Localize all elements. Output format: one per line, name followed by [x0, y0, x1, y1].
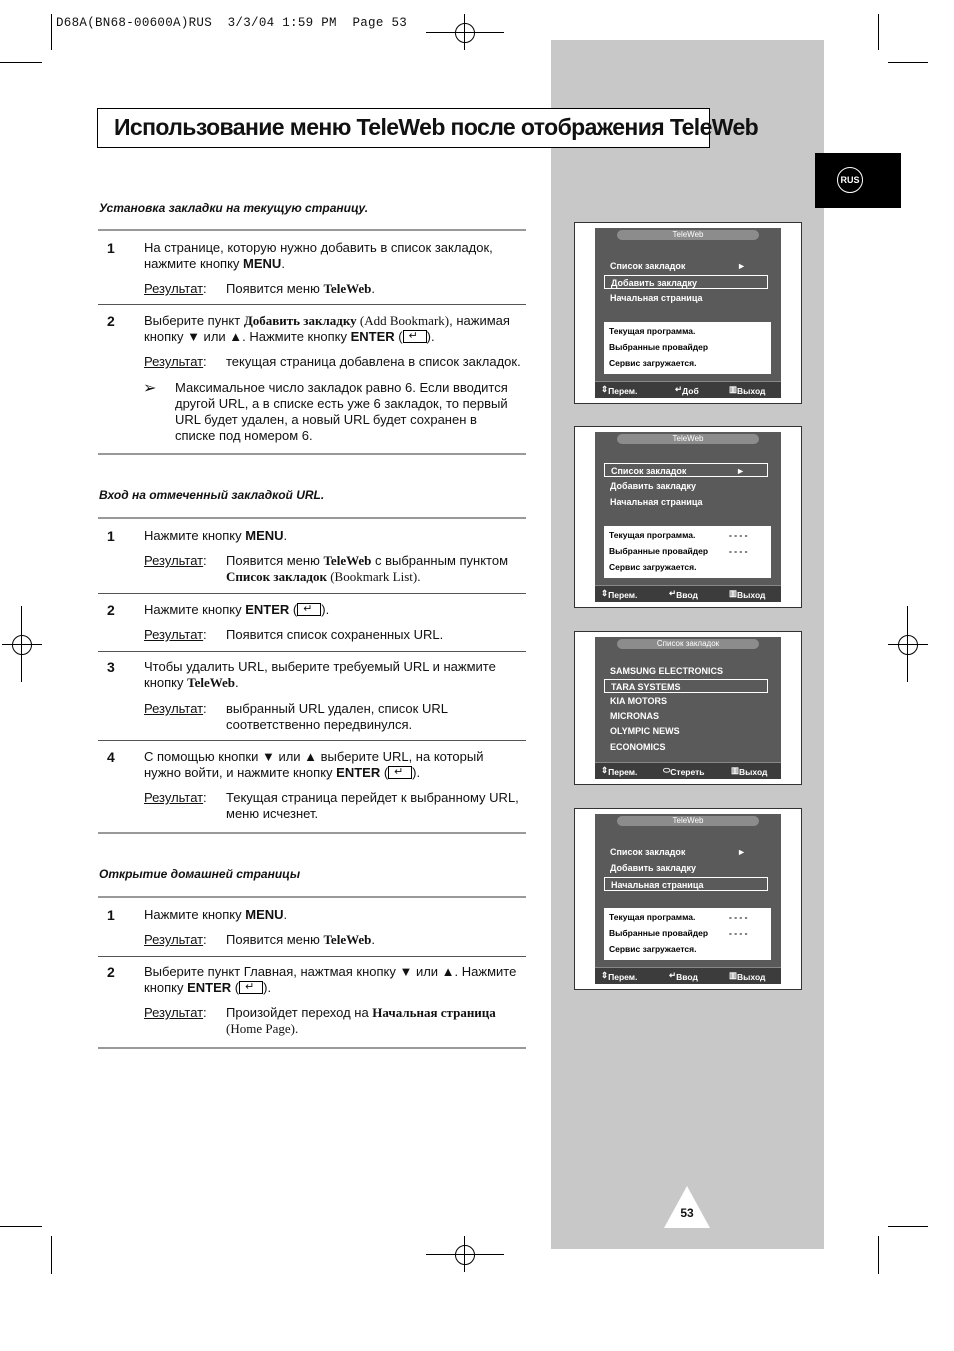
crop-mark — [0, 62, 42, 63]
result-label: Результат — [144, 627, 204, 642]
crop-mark — [51, 1236, 52, 1274]
page-title — [97, 108, 759, 148]
divider — [98, 517, 526, 519]
info-box: Текущая программа. - - - - Выбранные провайдер - - - - Сервис загружается. — [604, 908, 771, 960]
step-text: Выберите пункт Добавить закладку (Add Bookmark), нажимая кнопку ▼ или ▲. Нажмите кнопку ENTER (↵ ). — [144, 313, 519, 345]
bookmark-item: ECONOMICS — [610, 742, 666, 752]
divider — [98, 832, 526, 834]
step-text: С помощью кнопки ▼ или ▲ выберите URL, на который нужно войти, и нажмите кнопку ENTER (↵ ). — [144, 749, 519, 781]
divider — [98, 229, 526, 231]
bookmark-item: KIA MOTORS — [610, 696, 668, 706]
note-arrow-icon: ➢ — [143, 380, 157, 397]
divider — [98, 304, 526, 305]
step-number: 1 — [107, 907, 115, 923]
result-text: текущая страница добавлена в список закладок. — [226, 354, 521, 369]
language-tab — [815, 153, 901, 208]
tv-menu — [595, 432, 781, 602]
step-number: 3 — [107, 659, 115, 675]
section-heading: Открытие домашней страницы — [99, 867, 301, 881]
divider — [98, 956, 526, 957]
menu-item: Начальная страница — [610, 497, 703, 507]
enter-icon — [239, 981, 263, 994]
result-text: Появится меню TeleWeb. — [226, 932, 375, 947]
menu-item: Список закладок ► — [610, 261, 746, 271]
tv-menu-title: TeleWeb — [617, 816, 759, 826]
tv-menu — [595, 228, 781, 398]
result-text: Появится меню TeleWeb. — [226, 281, 375, 296]
note-text: Максимальное число закладок равно 6. Если вводится другой URL, а в списке есть уже 6 закладок, то первый URL будет удален, а новый URL будет сохранен в списке под номером 6. — [175, 380, 508, 443]
step-text: Нажмите кнопку MENU. — [144, 528, 288, 543]
menu-item: Добавить закладку — [610, 863, 697, 873]
crop-mark — [51, 14, 52, 50]
step-text: Выберите пункт Главная, нажтмая кнопку ▼ или ▲. Нажмите кнопку ENTER (↵ ). — [144, 964, 519, 996]
tv-screen-add-bookmark — [574, 222, 802, 404]
tv-menu-title: Список закладок — [617, 639, 759, 649]
bookmark-item-selected: TARA SYSTEMS — [604, 679, 768, 693]
result-label: Результат — [144, 790, 204, 805]
result-text: выбранный URL удален, список URL соответственно передвинулся. — [226, 701, 448, 732]
step-number: 2 — [107, 313, 115, 329]
result-label: Результат — [144, 932, 204, 947]
bookmark-item: OLYMPIC NEWS — [610, 726, 680, 736]
step-text: Чтобы удалить URL, выберите требуемый URL и нажмите кнопку TeleWeb. — [144, 659, 496, 690]
result-label: Результат — [144, 553, 204, 568]
result-text: Произойдет переход на Начальная страница (Home Page). — [226, 1005, 496, 1036]
arrow-right-icon: ► — [736, 466, 745, 476]
section-heading: Вход на отмеченный закладкой URL. — [99, 488, 325, 502]
tv-bottom-bar: ⇕ Перем. ↵ Доб ▥ Выход — [595, 381, 781, 398]
step-number: 2 — [107, 964, 115, 980]
print-header: D68A(BN68-00600A)RUS 3/3/04 1:59 PM Page 53 — [56, 16, 408, 30]
tv-bottom-bar: ⇕ Перем. ↵ Ввод ▥ Выход — [595, 967, 781, 984]
registration-mark — [455, 23, 475, 43]
tv-menu — [595, 814, 781, 984]
crop-mark — [878, 14, 879, 50]
tv-menu-title: TeleWeb — [617, 230, 759, 240]
divider — [98, 593, 526, 594]
divider — [98, 651, 526, 652]
crop-mark — [0, 1226, 42, 1227]
tv-screen-bookmark-list — [574, 631, 802, 785]
enter-icon — [403, 330, 427, 343]
step-text: На странице, которую нужно добавить в список закладок, нажмите кнопку MENU. — [144, 240, 493, 271]
step-number: 2 — [107, 602, 115, 618]
divider — [98, 1047, 526, 1049]
enter-icon — [388, 766, 412, 779]
result-text: Появится список сохраненных URL. — [226, 627, 444, 642]
arrow-right-icon: ► — [737, 847, 746, 857]
page-number: 53 — [680, 1206, 694, 1220]
bookmark-item: MICRONAS — [610, 711, 659, 721]
result-text: Текущая страница перейдет к выбранному URL, меню исчезнет. — [226, 790, 519, 821]
menu-item-selected: Список закладок ► — [604, 463, 768, 477]
divider — [98, 453, 526, 455]
menu-item-selected: Добавить закладку — [604, 275, 768, 289]
step-text: Нажмите кнопку ENTER (↵ ). — [144, 602, 519, 618]
result-label: Результат — [144, 354, 204, 369]
enter-icon — [297, 603, 321, 616]
arrow-right-icon: ► — [737, 261, 746, 271]
crop-mark — [878, 1236, 879, 1274]
info-box: Текущая программа. - - - - Выбранные провайдер - - - - Сервис загружается. — [604, 526, 771, 578]
crop-mark — [888, 1226, 928, 1227]
step-number: 1 — [107, 528, 115, 544]
crop-mark — [888, 62, 928, 63]
section-heading: Установка закладки на текущую страницу. — [99, 201, 369, 215]
menu-item: Добавить закладку — [610, 481, 697, 491]
tv-menu — [595, 637, 781, 779]
tv-bottom-bar: ⇕ Перем. ⬭ Стереть ▥ Выход — [595, 762, 781, 779]
tv-bottom-bar: ⇕ Перем. ↵ Ввод ▥ Выход — [595, 585, 781, 602]
menu-item: Начальная страница — [610, 293, 703, 303]
menu-item-selected: Начальная страница — [604, 877, 768, 891]
bookmark-item: SAMSUNG ELECTRONICS — [610, 666, 724, 676]
step-text: Нажмите кнопку MENU. — [144, 907, 288, 922]
info-box: Текущая программа. Выбранные провайдер Сервис загружается. — [604, 322, 771, 374]
registration-mark — [455, 1245, 475, 1265]
tv-screen-bookmark-list-menu — [574, 426, 802, 608]
step-number: 1 — [107, 240, 115, 256]
result-label: Результат — [144, 701, 204, 716]
menu-item: Список закладок ► — [610, 847, 746, 857]
language-badge: RUS — [837, 167, 863, 193]
divider — [98, 740, 526, 741]
registration-mark — [898, 635, 918, 655]
registration-mark — [12, 635, 32, 655]
tv-menu-title: TeleWeb — [617, 434, 759, 444]
page-title-text: Использование меню TeleWeb после отображения TeleWeb — [114, 114, 759, 140]
step-number: 4 — [107, 749, 115, 765]
divider — [98, 896, 526, 898]
result-text: Появится меню TeleWeb с выбранным пунктом Список закладок (Bookmark List). — [226, 553, 509, 584]
result-label: Результат — [144, 281, 204, 296]
result-label: Результат — [144, 1005, 204, 1020]
tv-screen-home-page — [574, 808, 802, 990]
